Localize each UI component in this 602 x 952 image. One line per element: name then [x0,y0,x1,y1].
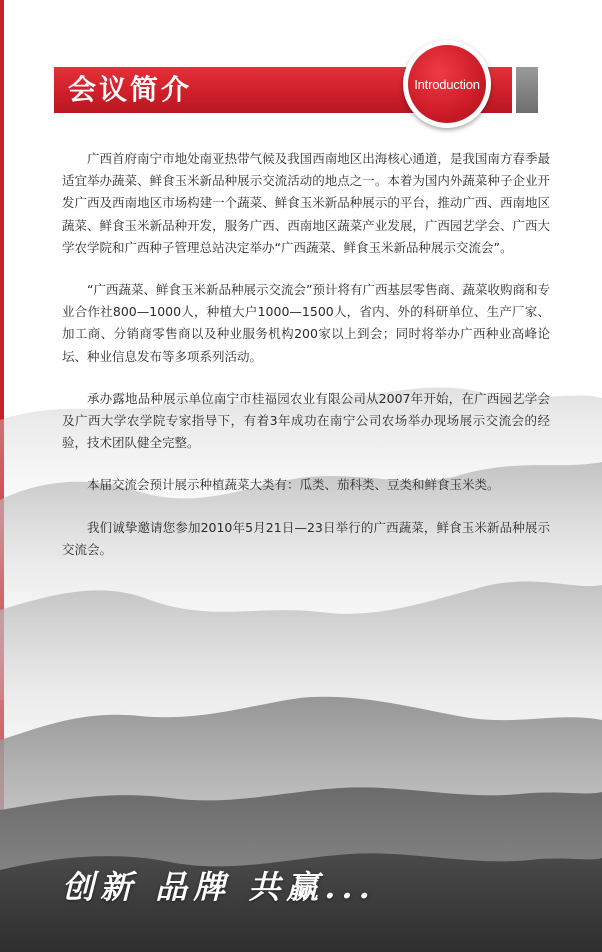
paragraph-categories: 本届交流会预计展示种植蔬菜大类有：瓜类、茄科类、豆类和鲜食玉米类。 [87,477,500,493]
paragraph-organizer: 承办露地品种展示单位南宁市桂福园农业有限公司从2007年开始，在广西园艺学会及广西大学农学院专家指导下，有着3年成功在南宁公司农场举办现场展示交流会的经验，技术团队健全完整。 [62,390,550,451]
title-gray-block [516,67,538,113]
introduction-badge [403,40,491,128]
introduction-body [62,148,550,581]
introduction-badge-circle [408,45,486,123]
paragraph-location: 广西首府南宁市地处南亚热带气候及我国西南地区出海核心通道，是我国南方春季最适宜举办蔬菜、鲜食玉米新品种展示交流活动的地点之一。本着为国内外蔬菜种子企业开发广西及西南地区市场构建一个蔬菜、鲜食玉米新品种展示的平台，推动广西、西南地区蔬菜、鲜食玉米新品种开发，服务广西、西南地区蔬菜产业发展，广西园艺学会、广西大学农学院和广西种子管理总站决定举办“广西蔬菜、鲜食玉米新品种展示交流会”。 [62,151,550,255]
section-title: 会议简介 [68,73,193,106]
slogan-text: 创新 品牌 共赢... [62,868,376,906]
introduction-badge-text: Introduction [414,76,480,92]
paragraph-attendance: “广西蔬菜、鲜食玉米新品种展示交流会”预计将有广西基层零售商、蔬菜收购商和专业合作社800—1000人，种植大户1000—1500人，省内、外的科研单位、生产厂家、加工商、分销商零售商以及种业服务机构200家以上到会；同时将举办广西种业高峰论坛、种业信息发布等多项系列活动。 [62,282,550,364]
paragraph-invitation: 我们诚挚邀请您参加2010年5月21日—23日举行的广西蔬菜，鲜食玉米新品种展示交流会。 [62,519,550,557]
